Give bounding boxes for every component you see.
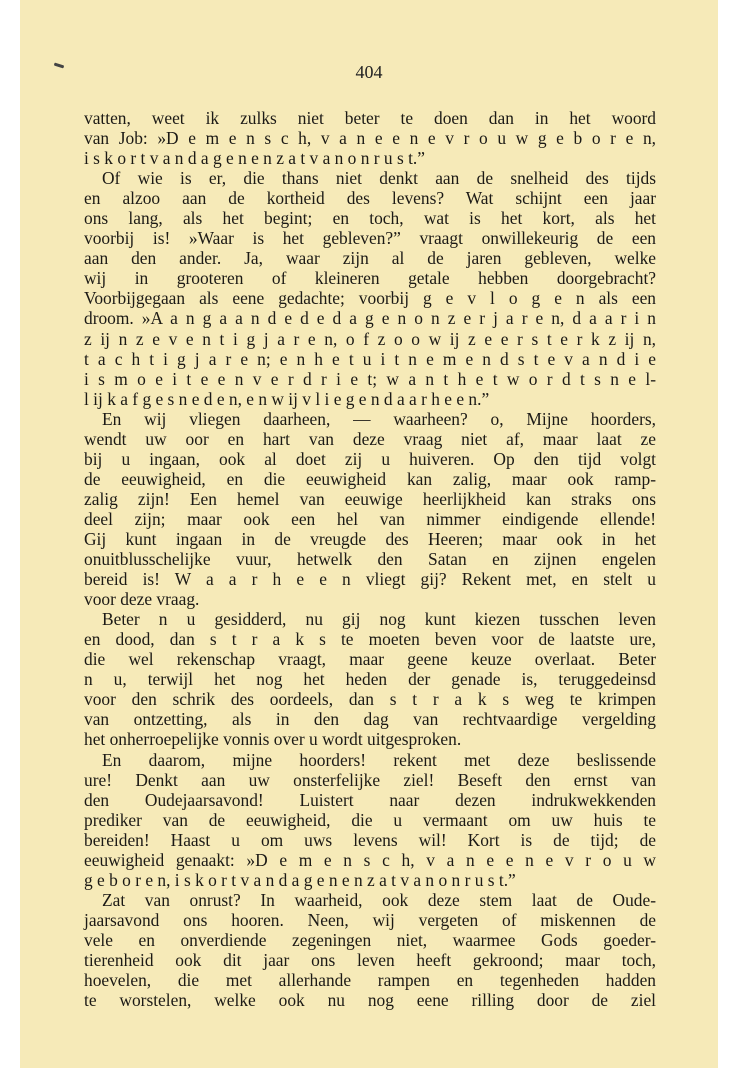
text-line: prediker van de eeuwigheid, die u vermaant om uw huis te bbox=[84, 809, 656, 830]
text-line: zalig zijn! Een hemel van eeuwige heerlijkheid kan straks ons bbox=[84, 488, 656, 509]
body-text bbox=[84, 108, 656, 1010]
text-line: ure! Denkt aan uw onsterfelijke ziel! Beseft den ernst van bbox=[84, 769, 656, 790]
text-line: i s m o e i t e e n v e r d r i e t; w a n t h e t w o r d t s n e l- bbox=[84, 368, 656, 389]
text-line: En daarom, mijne hoorders! rekent met deze beslissende bbox=[102, 749, 656, 770]
text-line: en dood, dan s t r a k s te moeten beven voor de laatste ure, bbox=[84, 629, 656, 650]
text-line: bereiden! Haast u om uws levens wil! Kort is de tijd; de bbox=[84, 829, 656, 850]
text-line: i s k o r t v a n d a g e n e n z a t v a n o n r u s t.” bbox=[84, 148, 425, 169]
text-line: jaarsavond ons hooren. Neen, wij vergeten of miskennen de bbox=[84, 909, 656, 930]
text-line: l ij k a f g e s n e d e n, e n w ij v l i e g e n d a a r h e e n.” bbox=[84, 388, 490, 409]
text-line: ons lang, als het begint; en toch, wat is het kort, als het bbox=[84, 208, 656, 229]
page-number: 404 bbox=[355, 62, 383, 82]
text-line: voor deze vraag. bbox=[84, 589, 200, 610]
book-page bbox=[20, 0, 718, 1068]
text-line: wendt uw oor en hart van deze vraag niet af, maar laat ze bbox=[84, 428, 656, 449]
text-line: van ontzetting, als in den dag van rechtvaardige vergelding bbox=[84, 709, 656, 730]
text-line: z ij n z e v e n t i g j a r e n, o f z o o w ij z e e r s t e r k z ij n, bbox=[84, 328, 656, 349]
text-line: bereid is! W a a r h e e n vliegt gij? Rekent met, en stelt u bbox=[84, 569, 656, 590]
text-line: onuitblusschelijke vuur, hetwelk den Satan en zijnen engelen bbox=[84, 549, 656, 570]
text-line: die wel rekenschap vraagt, maar geene keuze overlaat. Beter bbox=[84, 649, 656, 670]
text-line: vele en onverdiende zegeningen niet, waarmee Gods goeder- bbox=[84, 929, 656, 950]
text-line: eeuwigheid genaakt: »D e m e n s c h, v a n e e n e v r o u w bbox=[84, 849, 656, 870]
text-line: droom. »A a n g a a n d e d e d a g e n o n z e r j a r e n, d a a r i n bbox=[84, 308, 656, 329]
text-line: en alzoo aan de kortheid des levens? Wat schijnt een jaar bbox=[84, 188, 656, 209]
text-line: voor den schrik des oordeels, dan s t r a k s weg te krimpen bbox=[84, 689, 656, 710]
text-line: tierenheid ook dit jaar ons leven heeft gekroond; maar toch, bbox=[84, 949, 656, 970]
text-line: g e b o r e n, i s k o r t v a n d a g e n e n z a t v a n o n r u s t.” bbox=[84, 869, 516, 890]
text-line: Zat van onrust? In waarheid, ook deze stem laat de Oude- bbox=[102, 889, 656, 910]
text-line: te worstelen, welke ook nu nog eene rilling door de ziel bbox=[84, 990, 656, 1011]
text-line: voorbij is! »Waar is het gebleven?” vraagt onwillekeurig de een bbox=[84, 228, 656, 249]
text-line: den Oudejaarsavond! Luistert naar dezen indrukwekkenden bbox=[84, 789, 656, 810]
text-line: Voorbijgegaan als eene gedachte; voorbij g e v l o g e n als een bbox=[84, 288, 656, 309]
text-line: vatten, weet ik zulks niet beter te doen dan in het woord bbox=[84, 108, 656, 128]
text-line: Of wie is er, die thans niet denkt aan de snelheid des tijds bbox=[102, 168, 656, 189]
text-line: En wij vliegen daarheen, — waarheen? o, Mijne hoorders, bbox=[102, 408, 656, 429]
text-line: Gij kunt ingaan in de vreugde des Heeren; maar ook in het bbox=[84, 528, 656, 549]
text-line: van Job: »D e m e n s c h, v a n e e n e v r o u w g e b o r e n, bbox=[84, 128, 656, 149]
text-line: de eeuwigheid, en die eeuwigheid kan zalig, maar ook ramp- bbox=[84, 468, 656, 489]
text-line: t a c h t i g j a r e n; e n h e t u i t n e m e n d s t e v a n d i e bbox=[84, 348, 656, 369]
text-line: bij u ingaan, ook al doet zij u huiveren. Op den tijd volgt bbox=[84, 448, 656, 469]
text-line: hoevelen, die met allerhande rampen en tegenheden hadden bbox=[84, 970, 656, 991]
text-line: deel zijn; maar ook een hel van nimmer eindigende ellende! bbox=[84, 508, 656, 529]
text-line: n u, terwijl het nog het heden der genade is, teruggedeinsd bbox=[84, 669, 656, 690]
text-line: Beter n u gesidderd, nu gij nog kunt kiezen tusschen leven bbox=[102, 609, 656, 630]
text-line: aan den ander. Ja, waar zijn al de jaren gebleven, welke bbox=[84, 248, 656, 269]
text-line: wij in grooteren of kleineren getale hebben doorgebracht? bbox=[84, 268, 656, 289]
text-line: het onherroepelijke vonnis over u wordt uitgesproken. bbox=[84, 729, 462, 750]
